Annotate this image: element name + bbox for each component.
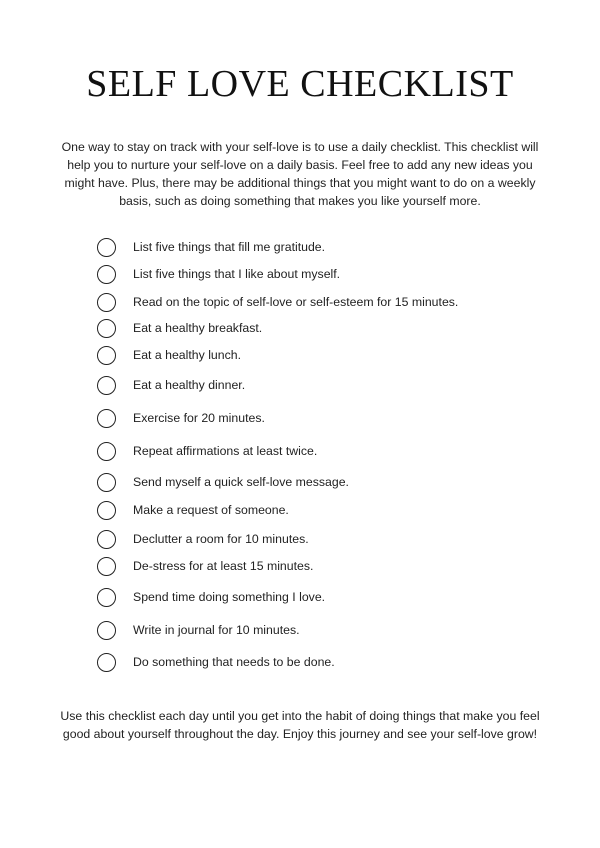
- checkbox-circle-icon[interactable]: [97, 588, 116, 607]
- checklist-item[interactable]: [97, 499, 289, 521]
- checkbox-circle-icon[interactable]: [97, 557, 116, 576]
- checklist-item[interactable]: [97, 263, 340, 285]
- checklist-item-label: Write in journal for 10 minutes.: [133, 623, 300, 637]
- checkbox-circle-icon[interactable]: [97, 473, 116, 492]
- checklist-item-label: List five things that fill me gratitude.: [133, 240, 326, 254]
- checklist-item-label: Eat a healthy lunch.: [133, 348, 242, 362]
- checklist-item[interactable]: [97, 528, 309, 550]
- checklist-item-label: Eat a healthy breakfast.: [133, 321, 263, 335]
- checklist-item[interactable]: [97, 471, 349, 493]
- checklist-item[interactable]: [97, 407, 265, 429]
- checklist-item-label: Read on the topic of self-love or self-esteem for 15 minutes.: [133, 295, 459, 309]
- checklist-item[interactable]: [97, 651, 335, 673]
- checklist-item[interactable]: [97, 317, 262, 339]
- checklist-item-label: Declutter a room for 10 minutes.: [133, 532, 309, 546]
- checklist-item[interactable]: [97, 374, 245, 396]
- checkbox-circle-icon[interactable]: [97, 293, 116, 312]
- checkbox-circle-icon[interactable]: [97, 501, 116, 520]
- checklist-item-label: List five things that I like about myself.: [133, 267, 341, 281]
- page-title: SELF LOVE CHECKLIST: [86, 63, 514, 105]
- intro-paragraph: One way to stay on track with your self-love is to use a daily checklist. This checklist will help you to nurture your self-love on a daily basis. Feel free to add any new ideas you might have. Plus, there may be additional things that you might want to do on a weekly basis, such as doing something that makes you like yourself more.: [61, 140, 539, 208]
- checklist-item-label: Spend time doing something I love.: [133, 590, 326, 604]
- checkbox-circle-icon[interactable]: [97, 653, 116, 672]
- checklist-item[interactable]: [97, 440, 317, 462]
- checklist-item-label: Send myself a quick self-love message.: [133, 475, 349, 489]
- checkbox-circle-icon[interactable]: [97, 530, 116, 549]
- checklist-item-label: Make a request of someone.: [133, 503, 289, 517]
- checklist-item-label: Repeat affirmations at least twice.: [133, 444, 318, 458]
- checklist-item-label: De-stress for at least 15 minutes.: [133, 559, 314, 573]
- checklist-item[interactable]: [97, 619, 300, 641]
- checklist-item[interactable]: [97, 555, 313, 577]
- checkbox-circle-icon[interactable]: [97, 442, 116, 461]
- checklist-item-label: Do something that needs to be done.: [133, 655, 335, 669]
- checkbox-circle-icon[interactable]: [97, 319, 116, 338]
- checkbox-circle-icon[interactable]: [97, 346, 116, 365]
- checkbox-circle-icon[interactable]: [97, 376, 116, 395]
- checklist-item[interactable]: [97, 586, 325, 608]
- checklist-item-label: Eat a healthy dinner.: [133, 378, 246, 392]
- checkbox-circle-icon[interactable]: [97, 265, 116, 284]
- checkbox-circle-icon[interactable]: [97, 621, 116, 640]
- checkbox-circle-icon[interactable]: [97, 409, 116, 428]
- checklist-item-label: Exercise for 20 minutes.: [133, 411, 265, 425]
- checkbox-circle-icon[interactable]: [97, 238, 116, 257]
- checklist-item[interactable]: [97, 236, 325, 258]
- checklist-item[interactable]: [97, 291, 458, 313]
- checklist-item[interactable]: [97, 344, 241, 366]
- outro-paragraph: Use this checklist each day until you get into the habit of doing things that make you feel good about yourself throughout the day. Enjoy this journey and see your self-love grow!: [60, 709, 540, 741]
